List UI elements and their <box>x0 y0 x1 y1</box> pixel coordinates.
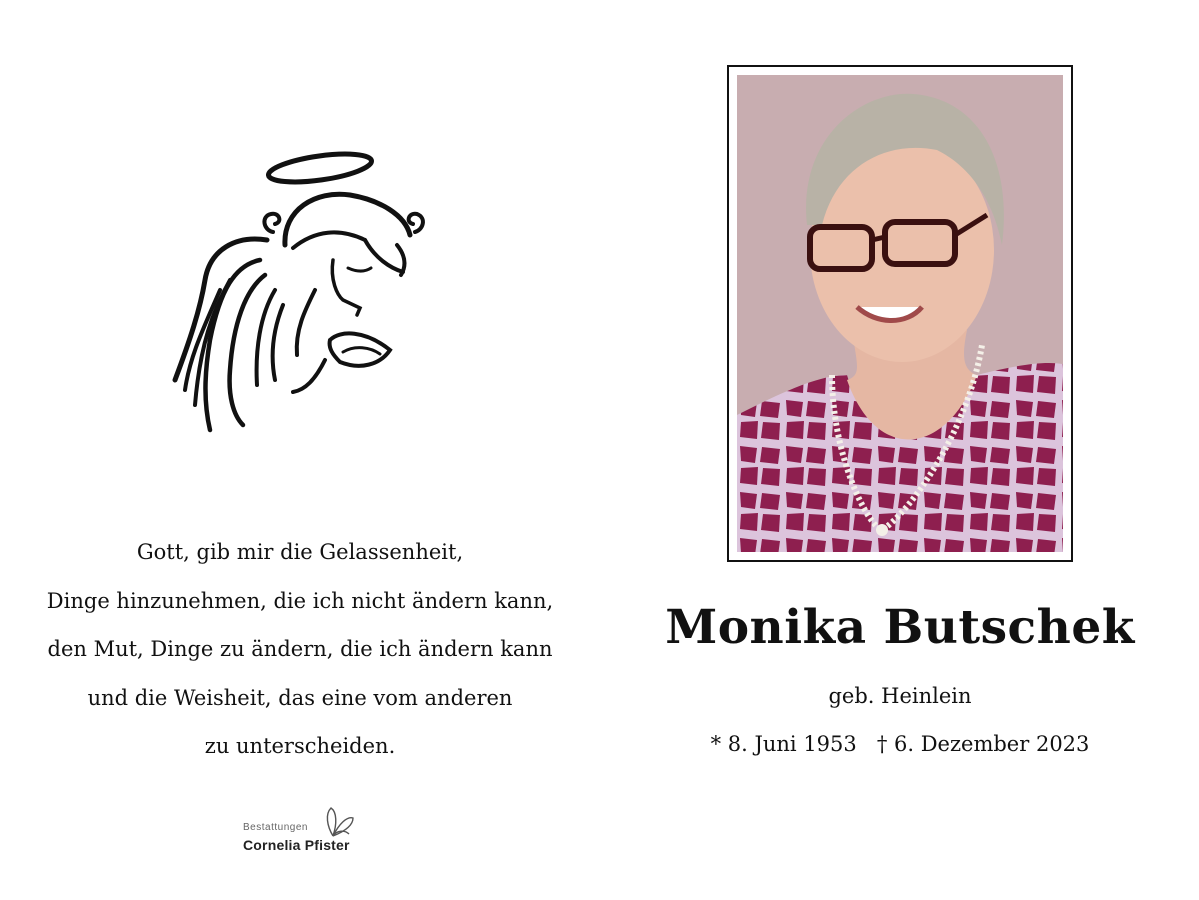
portrait-image <box>737 75 1063 552</box>
poem-line: Dinge hinzunehmen, die ich nicht ändern kann, <box>46 588 554 613</box>
poem <box>40 528 560 771</box>
death-date: † 6. Dezember 2023 <box>876 732 1090 756</box>
funeral-home-logo <box>243 806 363 856</box>
butterfly-icon <box>313 806 357 842</box>
maiden-name: geb. Heinlein <box>828 684 972 708</box>
portrait-photo <box>737 75 1063 552</box>
life-dates <box>640 732 1160 756</box>
poem-line: den Mut, Dinge zu ändern, die ich ändern kann <box>47 637 553 661</box>
poem-line: und die Weisheit, das eine vom anderen <box>87 685 513 710</box>
poem-line: Gott, gib mir die Gelassenheit, <box>136 540 464 564</box>
logo-line-2: Cornelia Pfister <box>243 837 350 853</box>
logo-line-1: Bestattungen <box>243 822 308 833</box>
portrait-frame <box>727 65 1073 562</box>
praying-angel-icon <box>165 140 435 440</box>
birth-date: * 8. Juni 1953 <box>710 732 857 756</box>
poem-line: zu unterscheiden. <box>204 734 396 758</box>
deceased-name: Monika Butschek <box>665 600 1135 655</box>
